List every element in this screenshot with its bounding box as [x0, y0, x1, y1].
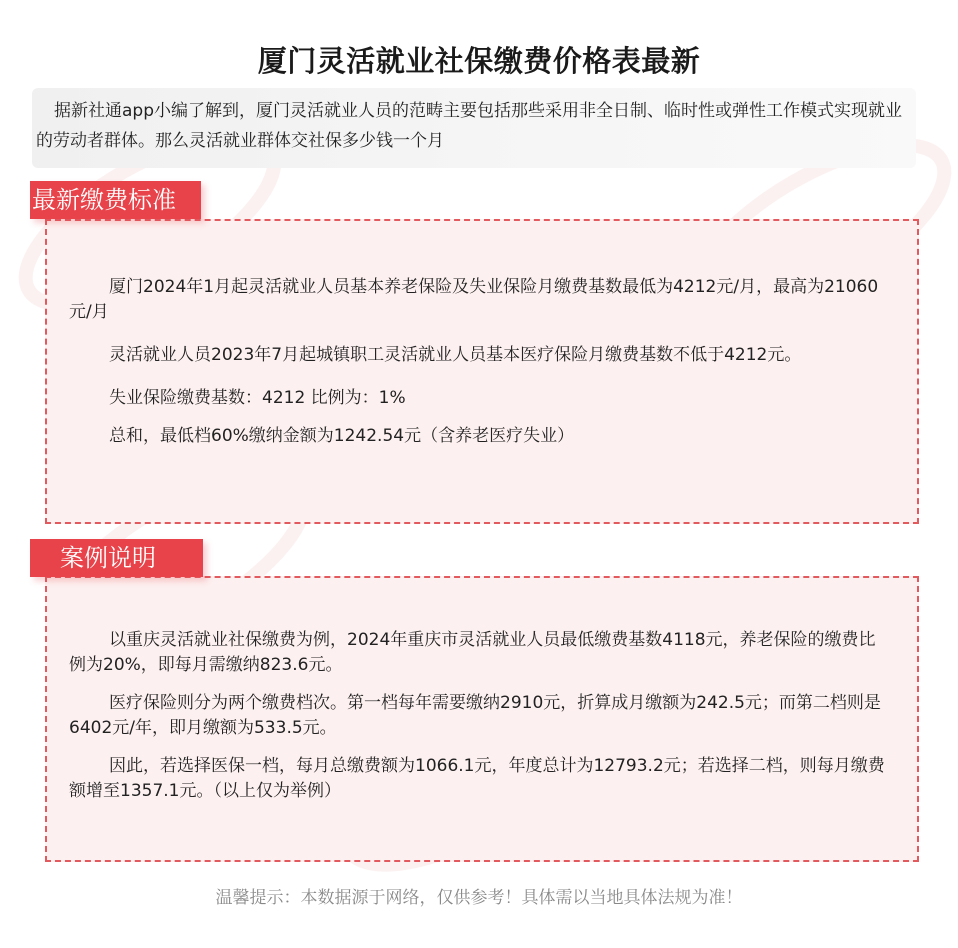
- case-paragraph: 以重庆灵活就业社保缴费为例，2024年重庆市灵活就业人员最低缴费基数4118元，养老保险的缴费比例为20%，即每月需缴纳823.6元。: [69, 630, 876, 675]
- case-paragraph: 因此，若选择医保一档，每月总缴费额为1066.1元，年度总计为12793.2元；若选择二档，则每月缴费额增至1357.1元。（以上仅为举例）: [69, 756, 885, 801]
- intro-text: 据新社通app小编了解到，厦门灵活就业人员的范畴主要包括那些采用非全日制、临时性或弹性工作模式实现就业的劳动者群体。那么灵活就业群体交社保多少钱一个月: [36, 101, 902, 151]
- section-box-standard: [45, 219, 919, 524]
- intro-box: [32, 88, 916, 168]
- standard-paragraph: 失业保险缴费基数：4212 比例为：1%: [109, 388, 406, 408]
- section-heading-case: 案例说明: [30, 539, 203, 577]
- standard-paragraph: 厦门2024年1月起灵活就业人员基本养老保险及失业保险月缴费基数最低为4212元/月，最高为21060元/月: [69, 277, 879, 322]
- section-heading-standard: 最新缴费标准: [30, 181, 201, 219]
- case-paragraph: 医疗保险则分为两个缴费档次。第一档每年需要缴纳2910元，折算成月缴额为242.5元；而第二档则是6402元/年，即月缴额为533.5元。: [69, 693, 881, 738]
- page-title: 厦门灵活就业社保缴费价格表最新: [257, 44, 701, 79]
- footer-disclaimer: 温馨提示：本数据源于网络，仅供参考！具体需以当地具体法规为准！: [215, 888, 743, 908]
- standard-paragraph: 总和，最低档60%缴纳金额为1242.54元（含养老医疗失业）: [109, 426, 575, 446]
- section-box-case: [45, 576, 919, 862]
- standard-paragraph: 灵活就业人员2023年7月起城镇职工灵活就业人员基本医疗保险月缴费基数不低于4212元。: [109, 345, 802, 365]
